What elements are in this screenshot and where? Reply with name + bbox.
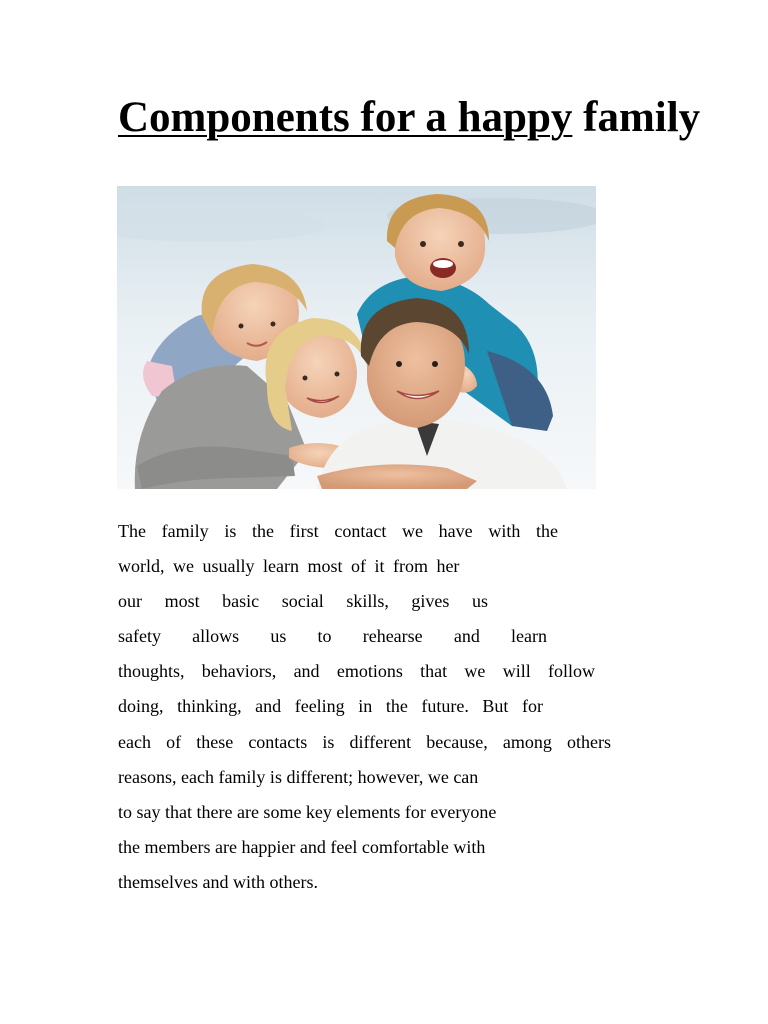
paragraph-line: themselves and with others. bbox=[118, 871, 318, 892]
paragraph-line: The family is the first contact we have with the bbox=[118, 521, 558, 541]
paragraph-line: reasons, each family is different; however, we can bbox=[118, 766, 479, 787]
page-title-underlined: Components for a happy bbox=[118, 94, 573, 141]
paragraph-line: to say that there are some key elements for everyone bbox=[118, 801, 497, 822]
paragraph-line: our most basic social skills, gives us bbox=[118, 591, 488, 612]
paragraph-line: world, we usually learn most of it from her bbox=[118, 556, 460, 577]
paragraph-line: the members are happier and feel comfortable with bbox=[118, 836, 486, 857]
family-photo bbox=[117, 186, 596, 489]
paragraph-line: doing, thinking, and feeling in the future. But for bbox=[118, 696, 543, 717]
paragraph-line: each of these contacts is different because, among others bbox=[118, 731, 611, 752]
page-title-rest: family bbox=[572, 94, 701, 141]
body-paragraph bbox=[118, 514, 612, 900]
paragraph-line: safety allows us to rehearse and learn bbox=[118, 626, 547, 647]
page-title bbox=[118, 92, 700, 144]
paragraph-line: thoughts, behaviors, and emotions that we will follow bbox=[118, 661, 595, 682]
